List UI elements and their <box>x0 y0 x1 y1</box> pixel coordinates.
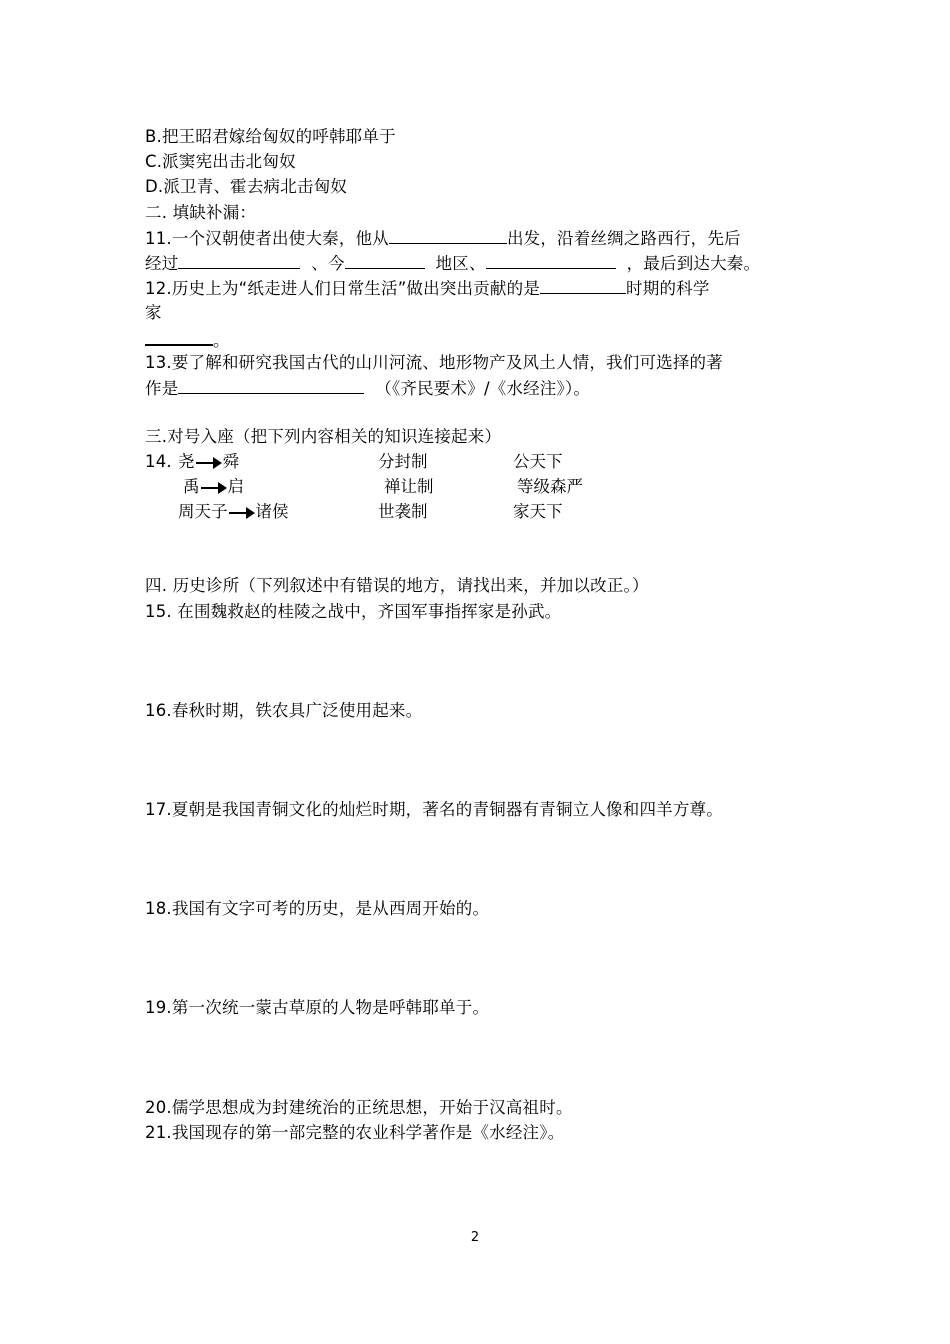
option-b: B.把王昭君嫁给匈奴的呼韩耶单于 <box>145 127 396 146</box>
match-row-2-from: 禹 <box>183 477 200 496</box>
question-17: 17.夏朝是我国青铜文化的灿烂时期，著名的青铜器有青铜立人像和四羊方尊。 <box>145 800 723 819</box>
arrow-icon <box>201 482 227 494</box>
arrow-icon <box>196 457 222 469</box>
match-row-2-pair <box>183 475 244 499</box>
match-row-3-from: 周天子 <box>178 502 228 521</box>
q11-text-c: 经过 <box>145 254 179 273</box>
match-row-1-to: 舜 <box>222 452 239 471</box>
question-18: 18.我国有文字可考的历史，是从西周开始的。 <box>145 899 490 918</box>
q12-blank-2[interactable] <box>145 327 213 346</box>
section-2-title: 二. 填缺补漏： <box>145 203 257 222</box>
q11-text-e: 地区、 <box>435 254 486 273</box>
question-21: 21.我国现存的第一部完整的农业科学著作是《水经注》。 <box>145 1123 565 1142</box>
q11-blank-1[interactable] <box>389 226 507 244</box>
q11-text-b: 出发，沿着丝绸之路西行，先后 <box>506 229 741 248</box>
question-19: 19.第一次统一蒙古草原的人物是呼韩耶单于。 <box>145 998 490 1017</box>
option-d: D.派卫青、霍去病北击匈奴 <box>145 177 348 196</box>
q11-blank-3[interactable] <box>345 251 425 269</box>
match-row-2-system[interactable]: 禅让制 <box>384 477 434 496</box>
q13-blank[interactable] <box>178 376 364 394</box>
question-13-line-1: 13.要了解和研究我国古代的山川河流、地形物产及风土人情，我们可选择的著 <box>145 353 723 372</box>
match-row-3-pair <box>178 500 289 524</box>
q11-text-f: ，最后到达大秦。 <box>626 254 761 273</box>
question-13-line-2 <box>145 376 590 401</box>
q13-text-b: 作是 <box>145 379 179 398</box>
section-3-title: 三.对号入座（把下列内容相关的知识连接起来） <box>145 427 502 446</box>
q11-text-a: 11.一个汉朝使者出使大秦，他从 <box>145 229 389 248</box>
q12-blank-1[interactable] <box>540 276 626 294</box>
option-c: C.派窦宪出击北匈奴 <box>145 152 296 171</box>
page-number: 2 <box>470 1230 480 1245</box>
q12-text-a: 12.历史上为“纸走进人们日常生活”做出突出贡献的是 <box>145 279 541 298</box>
question-11-line-2 <box>145 251 760 276</box>
match-row-3-system[interactable]: 世袭制 <box>378 502 428 521</box>
question-15: 15. 在围魏救赵的桂陵之战中，齐国军事指挥家是孙武。 <box>145 602 562 621</box>
question-12-line-2: 家 <box>145 303 162 322</box>
question-12-line-1 <box>145 276 710 301</box>
match-row-2-trait[interactable]: 等级森严 <box>517 477 583 496</box>
section-4-title: 四. 历史诊所（下列叙述中有错误的地方，请找出来，并加以改正。） <box>145 576 649 595</box>
question-11-line-1 <box>145 226 741 251</box>
match-row-1-trait[interactable]: 公天下 <box>513 452 563 471</box>
q13-text-c: （《齐民要术》/《水经注》）。 <box>375 379 591 398</box>
match-row-1-pair <box>178 450 239 474</box>
q14-number: 14. <box>145 452 172 471</box>
q12-text-d: 。 <box>213 331 230 350</box>
match-row-2-to: 启 <box>227 477 244 496</box>
question-16: 16.春秋时期，铁农具广泛使用起来。 <box>145 701 423 720</box>
question-12-line-3 <box>145 327 230 353</box>
match-row-3-trait[interactable]: 家天下 <box>513 502 563 521</box>
match-row-1-system[interactable]: 分封制 <box>378 452 428 471</box>
q11-blank-4[interactable] <box>486 251 616 269</box>
q11-blank-2[interactable] <box>178 251 300 269</box>
q11-text-d: 、今 <box>311 254 345 273</box>
arrow-icon <box>229 507 255 519</box>
question-20: 20.儒学思想成为封建统治的正统思想，开始于汉高祖时。 <box>145 1098 573 1117</box>
match-row-1-from: 尧 <box>178 452 195 471</box>
match-row-3-to: 诸侯 <box>255 502 289 521</box>
q12-text-b: 时期的科学 <box>626 279 710 298</box>
